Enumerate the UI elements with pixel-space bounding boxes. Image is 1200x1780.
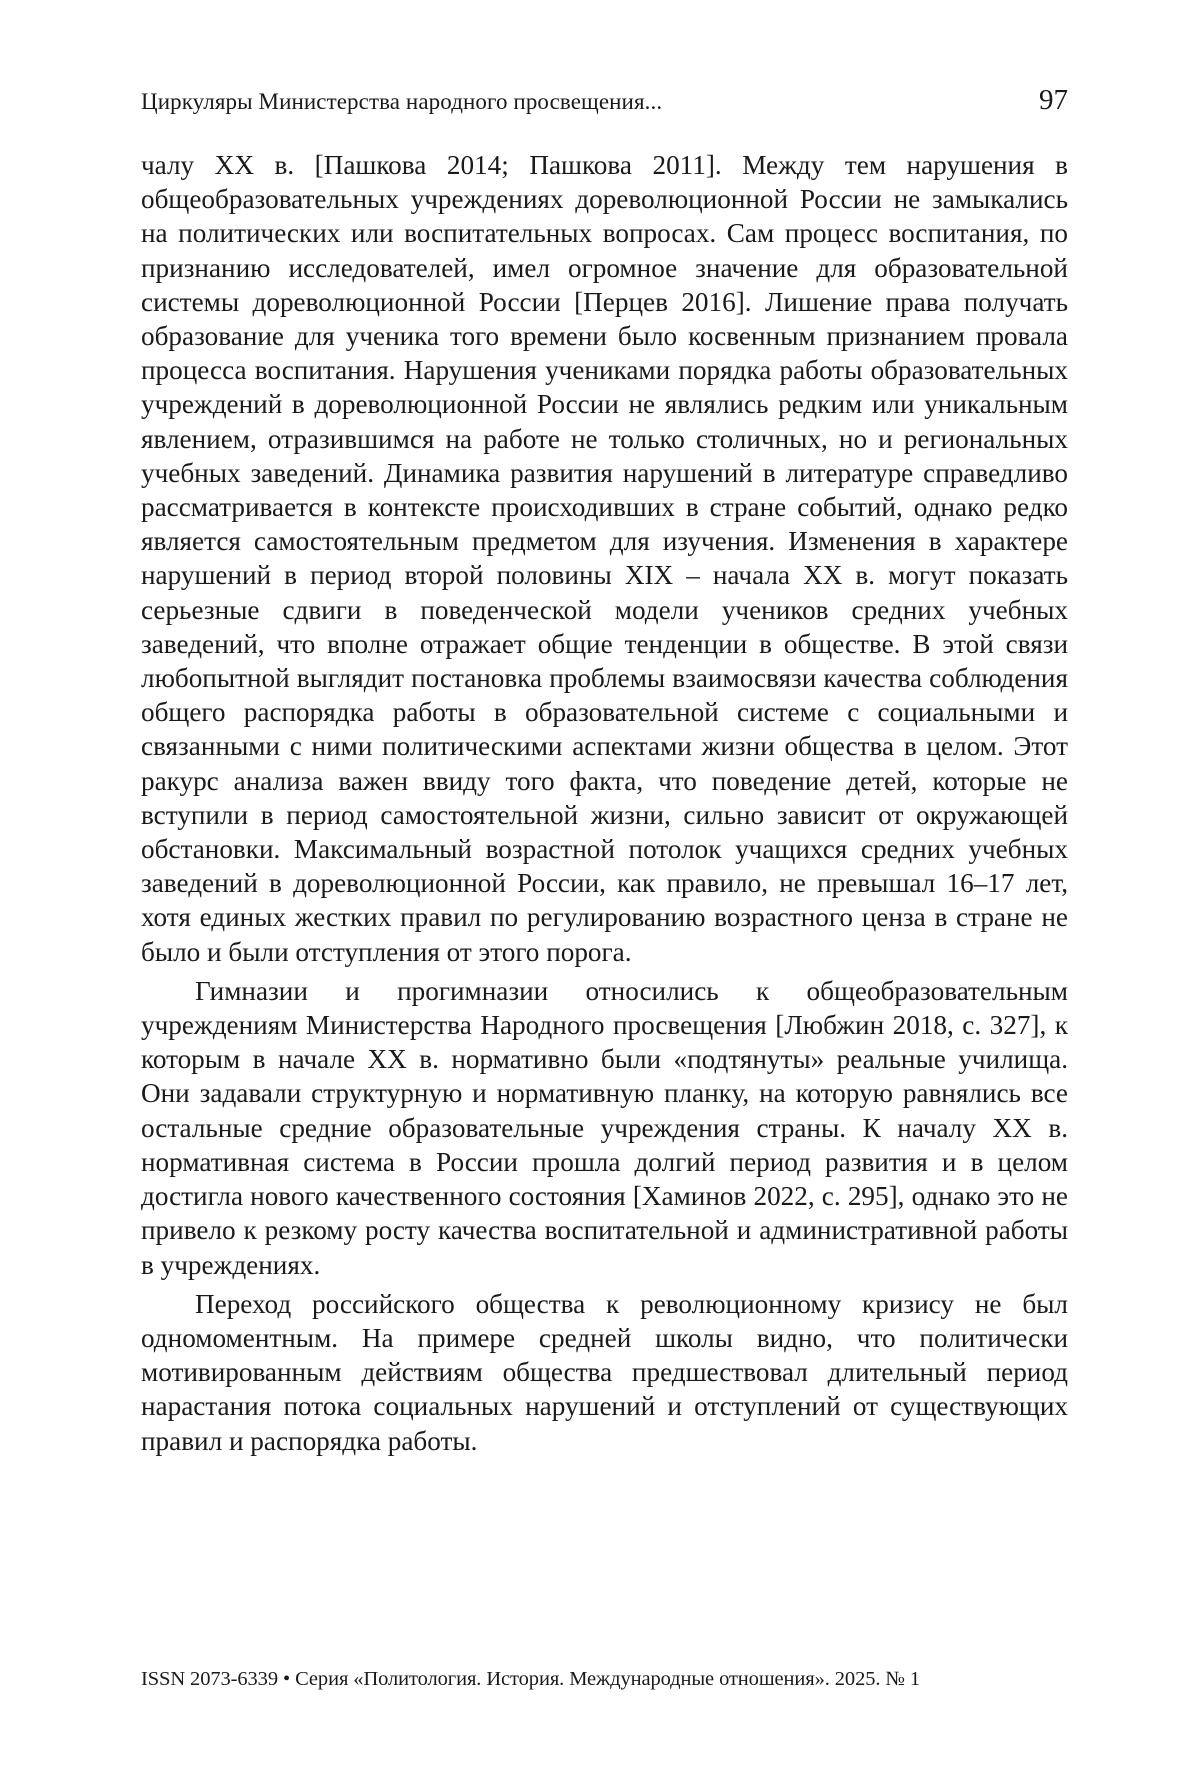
paragraph-2: Гимназии и прогимназии относились к общеобразовательным учреждениям Министерства Народного просвещения [Любжин 2018, с. 327], к которым в начале XX в. нормативно были «подтянуты» реальные училища. Они задавали структурную и нормативную планку, на которую равнялись все остальные средние образовательные учреждения страны. К началу XX в. нормативная система в России прошла долгий период развития и в целом достигла нового качественного состояния [Хаминов 2022, с. 295], однако это не привело к резкому росту качества воспитательной и административной работы в учреждениях. [141, 975, 1068, 1280]
running-header [141, 84, 1068, 128]
paragraph-1: чалу XX в. [Пашкова 2014; Пашкова 2011]. Между тем нарушения в общеобразовательных учреждениях дореволюционной России не замыкались на политических или воспитательных вопросах. Сам процесс воспитания, по признанию исследователей, имел огромное значение для образовательной системы дореволюционной России [Перцев 2016]. Лишение права получать образование для ученика того времени было косвенным признанием провала процесса воспитания. Нарушения учениками порядка работы образовательных учреждений в дореволюционной России не являлись редким или уникальным явлением, отразившимся на работе не только столичных, но и региональных учебных заведений. Динамика развития нарушений в литературе справедливо рассматривается в контексте происходивших в стране событий, однако редко является самостоятельным предметом для изучения. Изменения в характере нарушений в период второй половины XIX – начала XX в. могут показать серьезные сдвиги в поведенческой модели учеников средних учебных заведений, что вполне отражает общие тенденции в обществе. В этой связи любопытной выглядит постановка проблемы взаимосвязи качества соблюдения общего распорядка работы в образовательной системе с социальными и связанными с ними политическими аспектами жизни общества в целом. Этот ракурс анализа важен ввиду того факта, что поведение детей, которые не вступили в период самостоятельной жизни, сильно зависит от окружающей обстановки. Максимальный возрастной потолок учащихся средних учебных заведений в дореволюционной России, как правило, не превышал 16–17 лет, хотя единых жестких правил по регулированию возрастного ценза в стране не было и были отступления от этого порога. [141, 150, 1068, 967]
running-title: Циркуляры Министерства народного просвещения... [141, 89, 663, 114]
article-body [141, 148, 1068, 1463]
page-number: 97 [1039, 84, 1068, 116]
paragraph-3: Переход российского общества к революционному кризису не был одномоментным. На примере средней школы видно, что политически мотивированным действиям общества предшествовал длительный период нарастания потока социальных нарушений и отступлений от существующих правил и распорядка работы. [141, 1288, 1068, 1456]
journal-footer: ISSN 2073-6339 • Серия «Политология. История. Международные отношения». 2025. № 1 [141, 1668, 921, 1690]
